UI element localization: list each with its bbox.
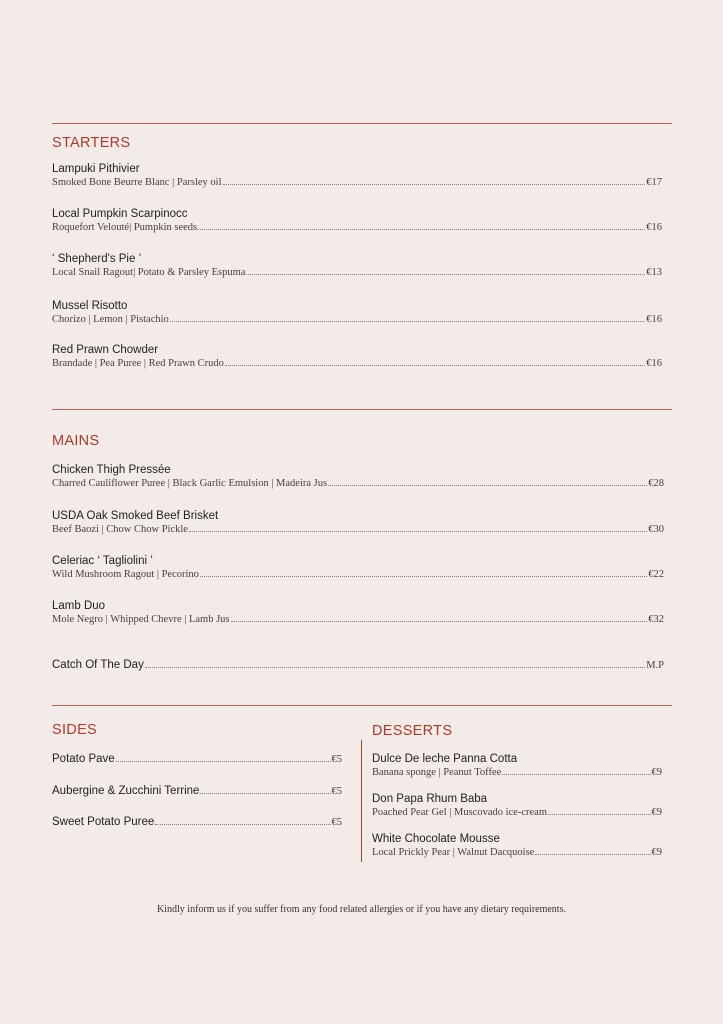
menu-item	[52, 784, 342, 799]
menu-item	[52, 752, 342, 767]
item-description: Charred Cauliflower Puree | Black Garlic Emulsion | Madeira Jus	[52, 478, 328, 489]
starters-heading: STARTERS	[52, 135, 131, 151]
dot-leader	[189, 531, 647, 532]
item-line	[52, 523, 664, 536]
item-name: White Chocolate Mousse	[372, 833, 500, 845]
dot-leader	[223, 184, 646, 185]
item-price: €5	[331, 754, 342, 765]
menu-item	[372, 832, 662, 859]
divider-sides	[52, 705, 672, 706]
dot-leader	[548, 814, 651, 815]
item-price: €17	[646, 177, 662, 188]
item-line	[52, 357, 662, 370]
item-description: Mole Negro | Whipped Chevre | Lamb Jus	[52, 614, 230, 625]
item-description: Local Snail Ragout| Potato & Parsley Espuma	[52, 267, 246, 278]
item-line	[52, 176, 662, 189]
allergy-notice: Kindly inform us if you suffer from any food related allergies or if you have any dietary requirements.	[157, 904, 566, 915]
item-description: Chorizo | Lemon | Pistachio	[52, 314, 169, 325]
dot-leader	[225, 365, 645, 366]
item-price: €5	[331, 817, 342, 828]
item-name: Local Pumpkin Scarpinocc	[52, 208, 188, 220]
menu-item	[52, 815, 342, 830]
menu-item	[52, 509, 664, 536]
menu-item	[52, 658, 664, 673]
dot-leader	[145, 667, 645, 668]
dot-leader	[170, 321, 645, 322]
item-name: ‘ Shepherd's Pie ’	[52, 253, 142, 265]
dot-leader	[200, 576, 647, 577]
item-line	[372, 846, 662, 859]
item-line	[52, 784, 342, 799]
dot-leader	[535, 854, 650, 855]
item-line	[52, 613, 664, 626]
menu-item	[52, 299, 662, 326]
divider-mains	[52, 409, 672, 410]
item-line	[52, 221, 662, 234]
menu-item	[372, 752, 662, 779]
dot-leader	[246, 274, 645, 275]
item-price: €28	[648, 478, 664, 489]
dot-leader	[231, 621, 648, 622]
item-name: Mussel Risotto	[52, 300, 128, 312]
item-name: Lampuki Pithivier	[52, 163, 140, 175]
item-price: €30	[648, 524, 664, 535]
item-price: €9	[651, 847, 662, 858]
item-price: €16	[646, 314, 662, 325]
dot-leader	[502, 774, 650, 775]
menu-item	[52, 554, 664, 581]
dot-leader	[116, 761, 331, 762]
item-description: Banana sponge | Peanut Toffee	[372, 767, 502, 778]
divider-top	[52, 123, 672, 124]
item-line	[52, 477, 664, 490]
item-name: Chicken Thigh Pressée	[52, 464, 171, 476]
item-name: Dulce De leche Panna Cotta	[372, 753, 518, 765]
dot-leader	[328, 485, 647, 486]
item-description: Wild Mushroom Ragout | Pecorino	[52, 569, 199, 580]
item-price: €13	[646, 267, 662, 278]
item-line	[52, 568, 664, 581]
menu-item	[52, 162, 662, 189]
item-line	[372, 806, 662, 819]
item-price: €16	[646, 358, 662, 369]
item-name: Don Papa Rhum Baba	[372, 793, 488, 805]
item-name: Lamb Duo	[52, 600, 106, 612]
item-price: €16	[646, 222, 662, 233]
item-name: USDA Oak Smoked Beef Brisket	[52, 510, 219, 522]
item-price: €5	[331, 786, 342, 797]
item-line	[372, 766, 662, 779]
menu-item	[52, 207, 662, 234]
item-description: Brandade | Pea Puree | Red Prawn Crudo	[52, 358, 224, 369]
item-line	[52, 815, 342, 830]
item-description: Poached Pear Gel | Muscovado ice-cream	[372, 807, 547, 818]
item-price: €9	[651, 767, 662, 778]
item-name: Red Prawn Chowder	[52, 344, 159, 356]
item-name: Aubergine & Zucchini Terrine	[52, 785, 200, 797]
column-divider	[361, 740, 362, 862]
sides-heading: SIDES	[52, 722, 98, 738]
item-price: M.P	[646, 660, 664, 671]
dot-leader	[200, 793, 330, 794]
item-line	[52, 752, 342, 767]
item-description: Smoked Bone Beurre Blanc | Parsley oil	[52, 177, 222, 188]
item-line	[52, 266, 662, 279]
item-line	[52, 658, 664, 673]
item-price: €22	[648, 569, 664, 580]
item-description: Local Prickly Pear | Walnut Dacquoise	[372, 847, 535, 858]
menu-item	[372, 792, 662, 819]
menu-item	[52, 463, 664, 490]
menu-item	[52, 343, 662, 370]
item-price: €9	[651, 807, 662, 818]
item-name: Sweet Potato Puree	[52, 816, 155, 828]
desserts-heading: DESSERTS	[372, 723, 453, 739]
item-price: €32	[648, 614, 664, 625]
dot-leader	[198, 229, 645, 230]
item-description: Roquefort Velouté| Pumpkin seeds	[52, 222, 198, 233]
item-description: Beef Baozi | Chow Chow Pickle	[52, 524, 188, 535]
mains-heading: MAINS	[52, 433, 100, 449]
item-name: Potato Pave	[52, 753, 115, 765]
menu-item	[52, 252, 662, 279]
dot-leader	[155, 824, 330, 825]
item-line	[52, 313, 662, 326]
menu-item	[52, 599, 664, 626]
item-name: Catch Of The Day	[52, 659, 144, 671]
item-name: Celeriac ‘ Tagliolini ’	[52, 555, 153, 567]
